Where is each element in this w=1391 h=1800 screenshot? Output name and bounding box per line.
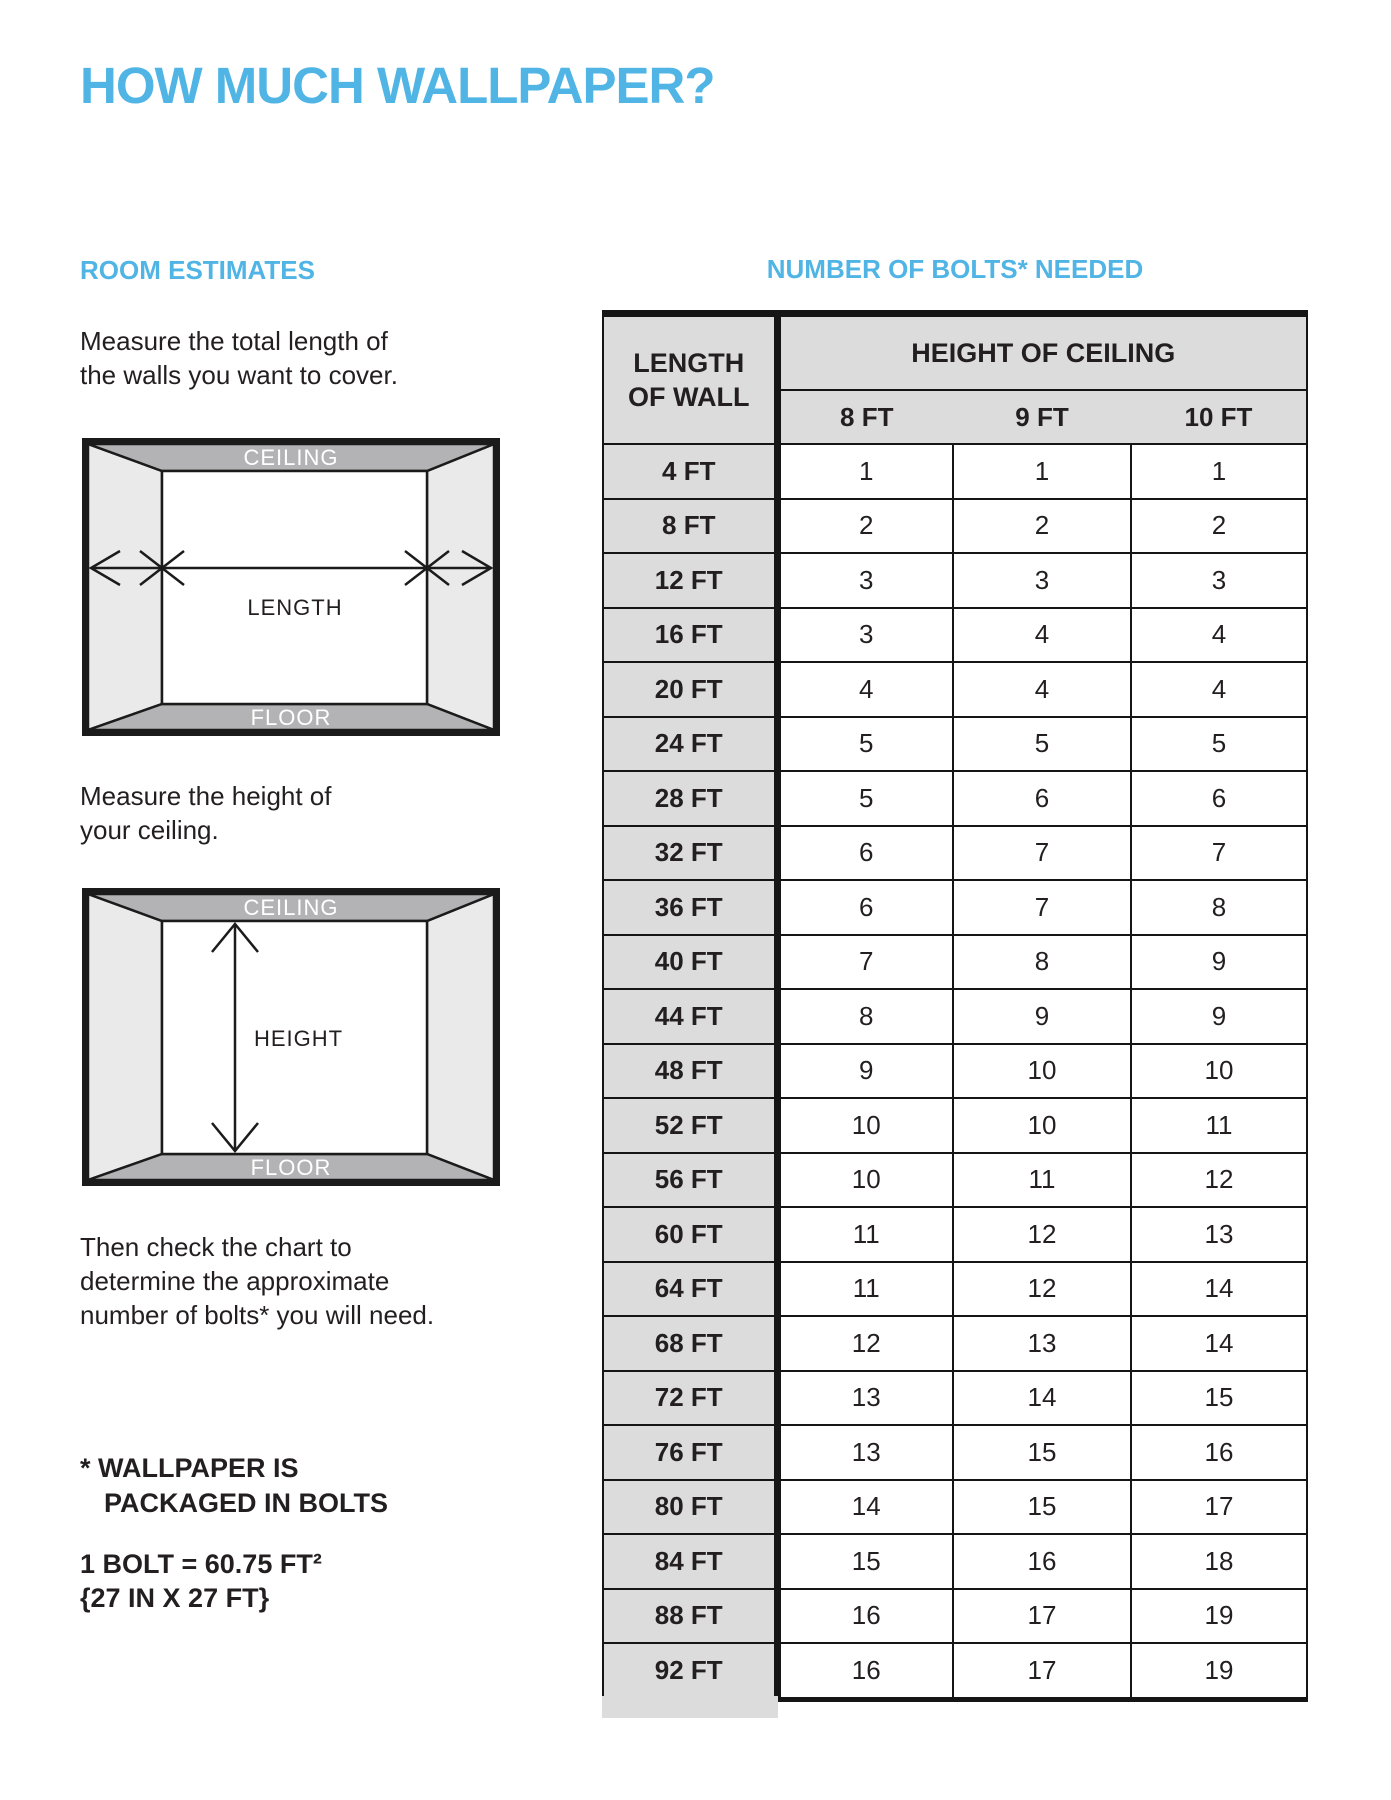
bolt-count-cell: 11: [953, 1153, 1131, 1208]
bolt-count-cell: 16: [777, 1589, 953, 1644]
column-header-9ft: 9 FT: [953, 390, 1131, 444]
table-group-header-row: [603, 314, 1307, 391]
step3-line3: number of bolts* you will need.: [80, 1300, 435, 1330]
bolt-count-cell: 4: [953, 662, 1131, 717]
wall-length-label: 44 FT: [603, 989, 777, 1044]
wall-length-label: 56 FT: [603, 1153, 777, 1208]
table-row: [603, 989, 1307, 1044]
step2-line2: your ceiling.: [80, 815, 219, 845]
wall-length-label: 64 FT: [603, 1262, 777, 1317]
wall-length-label: 80 FT: [603, 1480, 777, 1535]
bolt-count-cell: 4: [777, 662, 953, 717]
bolt-count-cell: 15: [953, 1480, 1131, 1535]
bolt-count-cell: 4: [1131, 608, 1307, 663]
row-axis-header-line2: OF WALL: [628, 382, 750, 412]
bolt-count-cell: 3: [777, 608, 953, 663]
wall-length-label: 24 FT: [603, 717, 777, 772]
bolt-count-cell: 5: [1131, 717, 1307, 772]
table-row: [603, 1480, 1307, 1535]
table-row: [603, 826, 1307, 881]
table-row: [603, 880, 1307, 935]
bolt-count-cell: 10: [777, 1098, 953, 1153]
table-row: [603, 1153, 1307, 1208]
wall-length-label: 76 FT: [603, 1425, 777, 1480]
wall-length-label: 20 FT: [603, 662, 777, 717]
bolt-count-cell: 16: [1131, 1425, 1307, 1480]
footnote-line1: * WALLPAPER IS: [80, 1453, 299, 1483]
bolt-count-cell: 8: [1131, 880, 1307, 935]
bolt-count-cell: 15: [1131, 1371, 1307, 1426]
bolt-count-cell: 10: [953, 1098, 1131, 1153]
bolt-count-cell: 2: [777, 499, 953, 554]
step3-instructions: [80, 1230, 434, 1332]
bolt-count-cell: 17: [1131, 1480, 1307, 1535]
room-estimates-heading: ROOM ESTIMATES: [80, 255, 315, 285]
bolt-count-cell: 2: [1131, 499, 1307, 554]
bolt-count-cell: 8: [953, 935, 1131, 990]
ceiling-label: CEILING: [243, 445, 339, 470]
bolt-count-cell: 11: [1131, 1098, 1307, 1153]
bolt-count-cell: 4: [953, 608, 1131, 663]
wall-length-label: 88 FT: [603, 1589, 777, 1644]
floor-label: FLOOR: [250, 1155, 332, 1180]
room-length-diagram: [82, 438, 500, 736]
bolt-count-cell: 7: [953, 880, 1131, 935]
bolt-count-cell: 13: [1131, 1207, 1307, 1262]
wall-length-label: 48 FT: [603, 1044, 777, 1099]
bolt-count-cell: 9: [1131, 935, 1307, 990]
floor-label: FLOOR: [250, 705, 332, 730]
table-row: [603, 1589, 1307, 1644]
bolt-spec-line1: 1 BOLT = 60.75 FT²: [80, 1549, 322, 1579]
table-row: [603, 1534, 1307, 1589]
table-row: [603, 771, 1307, 826]
bolt-count-cell: 14: [1131, 1262, 1307, 1317]
bolt-count-cell: 10: [777, 1153, 953, 1208]
bolt-count-cell: 13: [953, 1316, 1131, 1371]
wall-length-label: 68 FT: [603, 1316, 777, 1371]
bolt-count-cell: 6: [777, 880, 953, 935]
wall-length-label: 8 FT: [603, 499, 777, 554]
bolt-count-cell: 12: [777, 1316, 953, 1371]
bolt-count-cell: 14: [1131, 1316, 1307, 1371]
ceiling-label: CEILING: [243, 895, 339, 920]
bolt-count-cell: 9: [777, 1044, 953, 1099]
table-row: [603, 1425, 1307, 1480]
bolt-count-cell: 5: [953, 717, 1131, 772]
wall-length-label: 32 FT: [603, 826, 777, 881]
bolt-count-cell: 1: [1131, 444, 1307, 499]
bolt-count-cell: 7: [1131, 826, 1307, 881]
bolt-count-cell: 11: [777, 1207, 953, 1262]
wall-length-label: 16 FT: [603, 608, 777, 663]
wall-length-label: 92 FT: [603, 1643, 777, 1699]
bolt-count-cell: 8: [777, 989, 953, 1044]
bolt-count-cell: 12: [953, 1262, 1131, 1317]
table-row: [603, 1316, 1307, 1371]
height-label: HEIGHT: [254, 1026, 344, 1051]
table-row: [603, 608, 1307, 663]
table-row: [603, 444, 1307, 499]
bolt-count-cell: 12: [953, 1207, 1131, 1262]
bolts-table-heading: NUMBER OF BOLTS* NEEDED: [766, 254, 1144, 284]
bolt-count-cell: 16: [953, 1534, 1131, 1589]
table-row: [603, 1371, 1307, 1426]
column-group-header: HEIGHT OF CEILING: [777, 314, 1307, 391]
wall-length-label: 72 FT: [603, 1371, 777, 1426]
bolt-count-cell: 3: [1131, 553, 1307, 608]
bolt-count-cell: 9: [1131, 989, 1307, 1044]
bolt-count-cell: 2: [953, 499, 1131, 554]
bolt-count-cell: 6: [1131, 771, 1307, 826]
wall-length-label: 4 FT: [603, 444, 777, 499]
table-row: [603, 1643, 1307, 1699]
table-row: [603, 717, 1307, 772]
bolt-count-cell: 5: [777, 771, 953, 826]
left-wall: [88, 444, 162, 730]
bolt-count-cell: 17: [953, 1589, 1131, 1644]
step1-line2: the walls you want to cover.: [80, 360, 398, 390]
right-wall: [427, 894, 494, 1180]
table-row: [603, 1098, 1307, 1153]
bolt-spec: [80, 1547, 322, 1615]
step1-line1: Measure the total length of: [80, 326, 388, 356]
step2-line1: Measure the height of: [80, 781, 332, 811]
table-row: [603, 662, 1307, 717]
table-row: [603, 935, 1307, 990]
wall-length-label: 60 FT: [603, 1207, 777, 1262]
step2-instructions: [80, 779, 332, 847]
bolt-count-cell: 11: [777, 1262, 953, 1317]
table-row: [603, 553, 1307, 608]
wall-length-label: 28 FT: [603, 771, 777, 826]
bolt-count-cell: 6: [777, 826, 953, 881]
wall-length-label: 84 FT: [603, 1534, 777, 1589]
bolt-count-cell: 9: [953, 989, 1131, 1044]
bolt-count-cell: 7: [777, 935, 953, 990]
row-axis-header: [603, 314, 777, 445]
bolt-count-cell: 4: [1131, 662, 1307, 717]
bolt-count-cell: 19: [1131, 1589, 1307, 1644]
length-label: LENGTH: [247, 595, 343, 620]
bolt-count-cell: 6: [953, 771, 1131, 826]
bolts-footnote: [80, 1451, 388, 1521]
step1-instructions: [80, 324, 398, 392]
row-axis-header-line1: LENGTH: [633, 348, 745, 378]
table-footer-stub: [602, 1696, 778, 1718]
bolt-count-cell: 10: [1131, 1044, 1307, 1099]
table-row: [603, 1262, 1307, 1317]
bolt-count-cell: 16: [777, 1643, 953, 1699]
step3-line2: determine the approximate: [80, 1266, 390, 1296]
wall-length-label: 12 FT: [603, 553, 777, 608]
bolt-count-cell: 1: [953, 444, 1131, 499]
bolt-count-cell: 18: [1131, 1534, 1307, 1589]
bolt-count-cell: 1: [777, 444, 953, 499]
table-row: [603, 499, 1307, 554]
bolt-count-cell: 15: [777, 1534, 953, 1589]
bolt-count-cell: 12: [1131, 1153, 1307, 1208]
bolt-count-cell: 14: [953, 1371, 1131, 1426]
bolt-count-cell: 13: [777, 1425, 953, 1480]
bolts-table: [602, 310, 1308, 1702]
bolt-count-cell: 19: [1131, 1643, 1307, 1699]
back-wall: [162, 471, 427, 704]
bolt-count-cell: 15: [953, 1425, 1131, 1480]
wall-length-label: 52 FT: [603, 1098, 777, 1153]
wall-length-label: 36 FT: [603, 880, 777, 935]
bolt-count-cell: 7: [953, 826, 1131, 881]
left-wall: [88, 894, 162, 1180]
step3-line1: Then check the chart to: [80, 1232, 352, 1262]
wall-length-label: 40 FT: [603, 935, 777, 990]
page-title: HOW MUCH WALLPAPER?: [80, 57, 715, 114]
bolt-count-cell: 13: [777, 1371, 953, 1426]
footnote-line2: PACKAGED IN BOLTS: [104, 1488, 389, 1518]
column-header-10ft: 10 FT: [1131, 390, 1307, 444]
bolts-table-body: [603, 444, 1307, 1699]
table-row: [603, 1044, 1307, 1099]
bolt-count-cell: 10: [953, 1044, 1131, 1099]
column-header-8ft: 8 FT: [777, 390, 953, 444]
bolt-count-cell: 3: [777, 553, 953, 608]
room-height-diagram: [82, 888, 500, 1186]
table-row: [603, 1207, 1307, 1262]
right-wall: [427, 444, 494, 730]
bolt-count-cell: 17: [953, 1643, 1131, 1699]
bolt-count-cell: 14: [777, 1480, 953, 1535]
bolt-spec-line2: {27 IN X 27 FT}: [80, 1583, 270, 1613]
bolt-count-cell: 3: [953, 553, 1131, 608]
bolt-count-cell: 5: [777, 717, 953, 772]
